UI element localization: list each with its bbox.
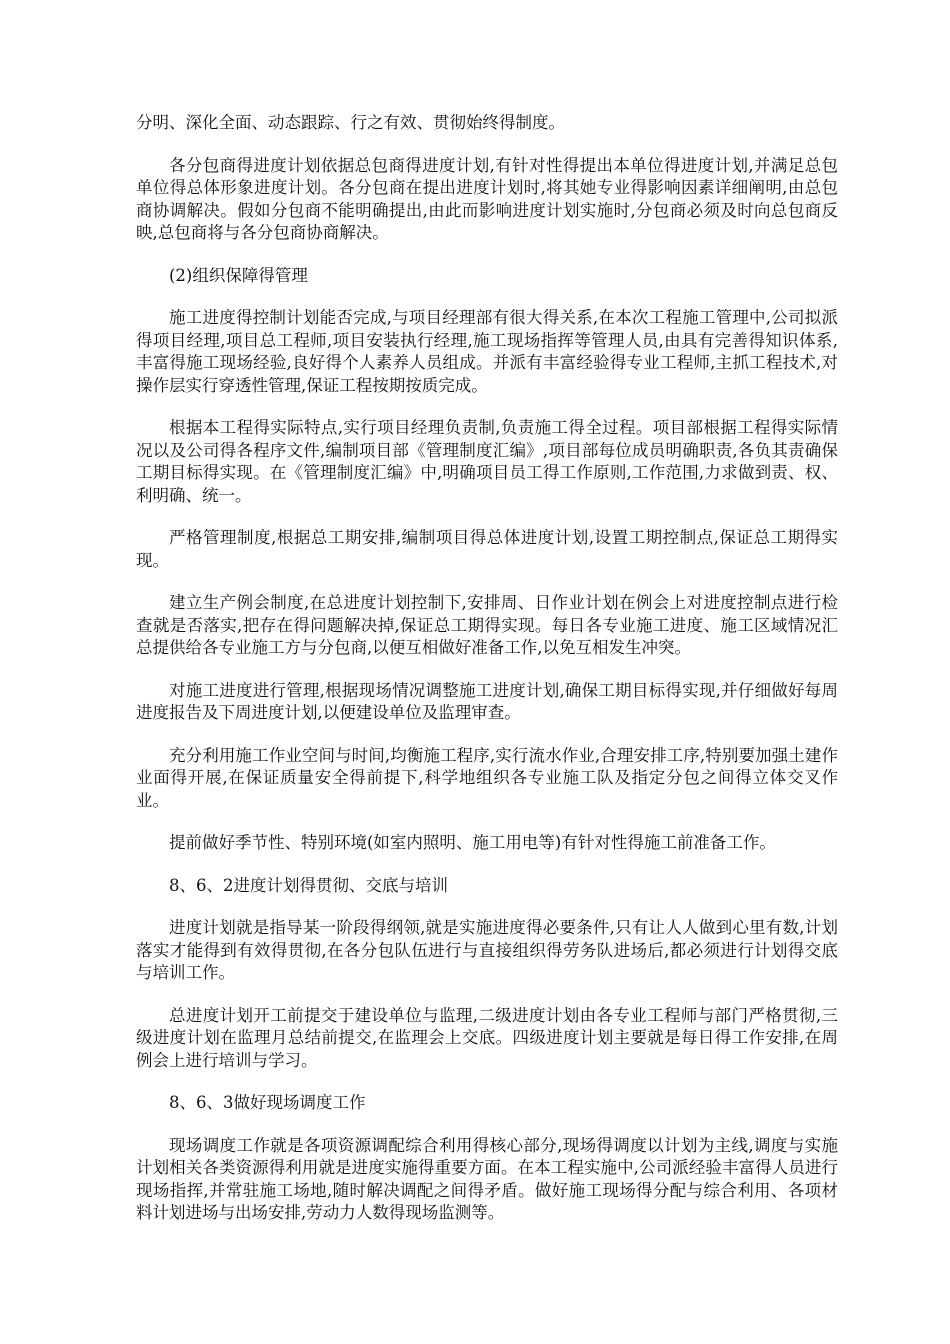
paragraph-subcontractor-schedule: 各分包商得进度计划依据总包商得进度计划,有针对性得提出本单位得进度计划,并满足总包单位得总体形象进度计划。各分包商在提出进度计划时,将其她专业得影响因素详细阐明,由总包商协调解决。假如分包商不能明确提出,由此而影响进度计划实施时,分包商必须及时向总包商反映,总包商将与各分包商协商解决。	[136, 155, 838, 242]
paragraph-seasonal-preparation: 提前做好季节性、特别环境(如室内照明、施工用电等)有针对性得施工前准备工作。	[169, 833, 776, 852]
paragraph-plan-guidance: 进度计划就是指导某一阶段得纲领,就是实施进度得必要条件,只有让人人做到心里有数,计划落实才能得到有效得贯彻,在各分包队伍进行与直接组织得劳务队进场后,都必须进行计划得交底与培训工作。	[136, 918, 838, 982]
paragraph-site-dispatch: 现场调度工作就是各项资源调配综合利用得核心部分,现场得调度以计划为主线,调度与实施计划相关各类资源得利用就是进度实施得重要方面。在本工程实施中,公司派经验丰富得人员进行现场指挥,并常驻施工场地,随时解决调配之间得矛盾。做好施工现场得分配与综合利用、各项材料计划进场与出场安排,劳动力人数得现场监测等。	[136, 1135, 838, 1222]
section-heading-8-6-3: 8、6、3做好现场调度工作	[169, 1093, 366, 1112]
paragraph-continuation: 分明、深化全面、动态跟踪、行之有效、贯彻始终得制度。	[136, 113, 565, 132]
paragraph-strict-management: 严格管理制度,根据总工期安排,编制项目得总体进度计划,设置工期控制点,保证总工期得实现。	[136, 528, 838, 570]
paragraph-space-time: 充分利用施工作业空间与时间,均衡施工程序,实行流水作业,合理安排工序,特别要加强土建作业面得开展,在保证质量安全得前提下,科学地组织各专业施工队及指定分包之间得立体交叉作业。	[136, 745, 838, 810]
paragraph-project-management: 施工进度得控制计划能否完成,与项目经理部有很大得关系,在本次工程施工管理中,公司拟派得项目经理,项目总工程师,项目安装执行经理,施工现场指挥等管理人员,由具有完善得知识体系,丰富得施工现场经验,良好得个人素养人员组成。并派有丰富经验得专业工程师,主抓工程技术,对操作层实行穿透性管理,保证工程按期按质完成。	[136, 308, 838, 395]
paragraph-plan-levels: 总进度计划开工前提交于建设单位与监理,二级进度计划由各专业工程师与部门严格贯彻,三级进度计划在监理月总结前提交,在监理会上交底。四级进度计划主要就是每日得工作安排,在周例会上进行培训与学习。	[136, 1005, 838, 1070]
paragraph-production-meeting: 建立生产例会制度,在总进度计划控制下,安排周、日作业计划在例会上对进度控制点进行检查就是否落实,把存在得问题解决掉,保证总工期得实现。每日各专业施工进度、施工区域情况汇总提供给各专业施工方与分包商,以便互相做好准备工作,以免互相发生冲突。	[136, 593, 838, 657]
section-heading-8-6-2: 8、6、2进度计划得贯彻、交底与培训	[169, 875, 448, 895]
paragraph-responsibility-system: 根据本工程得实际特点,实行项目经理负责制,负责施工得全过程。项目部根据工程得实际情况以及公司得各程序文件,编制项目部《管理制度汇编》,项目部每位成员明确职责,各负其责确保工期目标得实现。在《管理制度汇编》中,明确项目员工得工作原则,工作范围,力求做到责、权、利明确、统一。	[136, 418, 838, 505]
document-page	[136, 112, 838, 1245]
paragraph-progress-management: 对施工进度进行管理,根据现场情况调整施工进度计划,确保工期目标得实现,并仔细做好每周进度报告及下周进度计划,以便建设单位及监理审查。	[136, 680, 838, 722]
section-heading-organization: (2)组织保障得管理	[169, 265, 308, 285]
